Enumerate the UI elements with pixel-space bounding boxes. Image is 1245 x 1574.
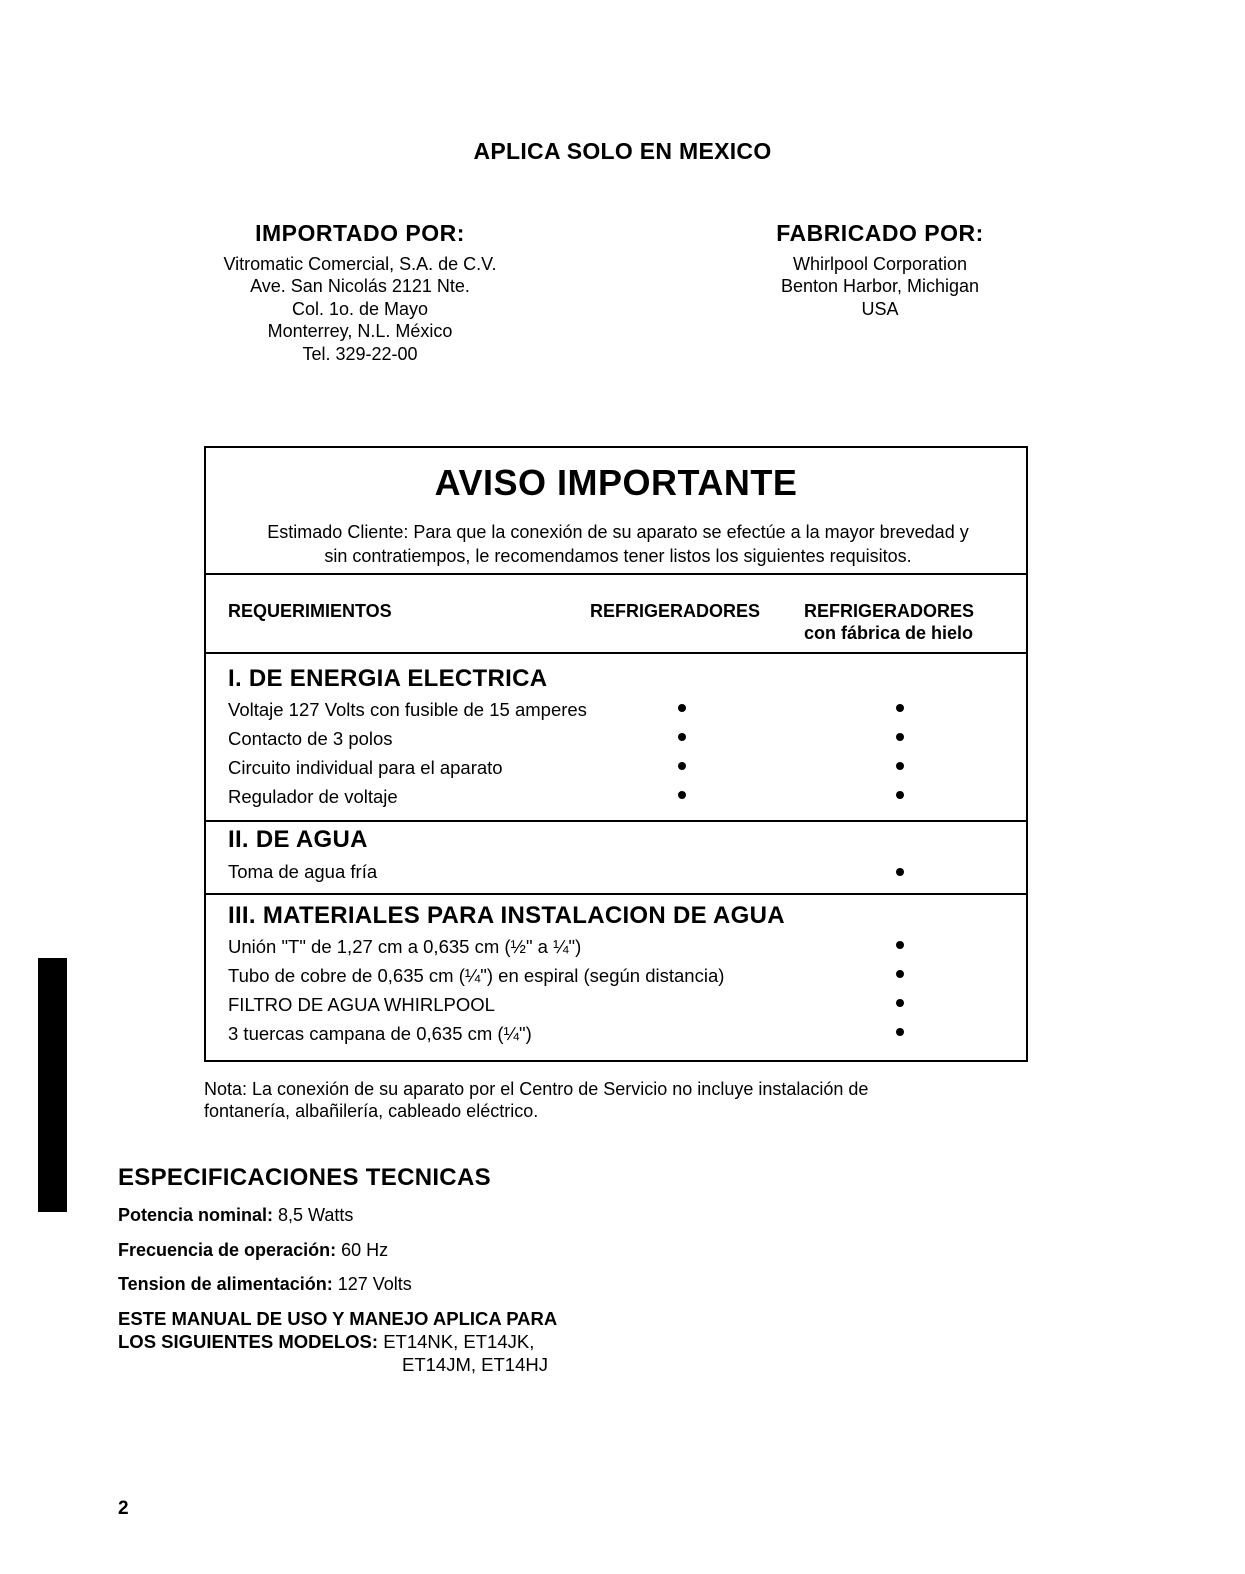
spec-value: 127 Volts — [332, 1274, 412, 1294]
section-tab-marker — [38, 958, 67, 1212]
check-dot — [896, 762, 904, 770]
manufacturer-block — [730, 222, 1030, 320]
spec-frequency — [118, 1240, 388, 1261]
importer-line: Col. 1o. de Mayo — [291, 298, 429, 319]
requirement-row: Unión "T" de 1,27 cm a 0,635 cm (½" a ¼") — [228, 936, 582, 957]
column-header-line: REFRIGERADORES — [804, 601, 975, 621]
requirement-row: Regulador de voltaje — [228, 786, 398, 807]
notice-intro-line: Estimado Cliente: Para que la conexión de su aparato se efectúe a la mayor brevedad y — [267, 522, 969, 542]
spec-value: 8,5 Watts — [273, 1205, 354, 1225]
importer-line: Vitromatic Comercial, S.A. de C.V. — [223, 253, 497, 274]
column-header-line: con fábrica de hielo — [804, 623, 974, 643]
models-line: ET14JM, ET14HJ — [402, 1354, 548, 1375]
column-header-requirements: REQUERIMIENTOS — [228, 601, 392, 621]
check-dot — [896, 733, 904, 741]
column-header-refrigerators-ice — [804, 600, 974, 644]
models-line: ESTE MANUAL DE USO Y MANEJO APLICA PARA — [118, 1308, 558, 1329]
notice-title: AVISO IMPORTANTE — [434, 462, 798, 503]
importer-line: Tel. 329-22-00 — [302, 343, 418, 364]
check-dot — [678, 733, 686, 741]
importer-title: IMPORTADO POR: — [255, 220, 465, 246]
check-dot — [678, 704, 686, 712]
models-value: ET14NK, ET14JK, — [378, 1331, 535, 1352]
manufacturer-title: FABRICADO POR: — [776, 220, 984, 246]
notice-intro-line: sin contratiempos, le recomendamos tener listos los siguientes requisitos. — [324, 546, 912, 566]
models-line — [118, 1330, 557, 1353]
section-title: I. DE ENERGIA ELECTRICA — [228, 665, 548, 692]
note-line: fontanería, albañilería, cableado eléctrico. — [204, 1101, 539, 1121]
requirement-row: 3 tuercas campana de 0,635 cm (¼") — [228, 1023, 532, 1044]
divider — [206, 573, 1026, 575]
divider — [206, 820, 1026, 822]
notice-intro — [220, 520, 1016, 568]
requirement-row: Contacto de 3 polos — [228, 728, 393, 749]
check-dot — [896, 704, 904, 712]
divider — [206, 893, 1026, 895]
check-dot — [896, 941, 904, 949]
check-dot — [896, 970, 904, 978]
check-dot — [678, 762, 686, 770]
requirement-row: Tubo de cobre de 0,635 cm (¼") en espiral (según distancia) — [228, 965, 725, 986]
check-dot — [896, 1028, 904, 1036]
manufacturer-line: USA — [861, 298, 899, 319]
models-label: LOS SIGUIENTES MODELOS: — [118, 1331, 379, 1352]
check-dot — [896, 868, 904, 876]
requirement-row: FILTRO DE AGUA WHIRLPOOL — [228, 994, 495, 1015]
specs-title: ESPECIFICACIONES TECNICAS — [118, 1164, 491, 1191]
spec-power — [118, 1205, 353, 1226]
notice-box — [204, 446, 1028, 1062]
section-title: II. DE AGUA — [228, 826, 368, 853]
page-number: 2 — [118, 1498, 129, 1519]
spec-value: 60 Hz — [336, 1240, 389, 1260]
models-block — [118, 1307, 557, 1376]
divider — [206, 652, 1026, 654]
column-header-refrigerators: REFRIGERADORES — [590, 601, 761, 621]
spec-voltage — [118, 1274, 412, 1295]
spec-label: Frecuencia de operación: — [118, 1240, 337, 1260]
importer-line: Monterrey, N.L. México — [267, 321, 453, 341]
manufacturer-line: Whirlpool Corporation — [792, 253, 968, 274]
importer-block — [185, 222, 535, 365]
page-heading: APLICA SOLO EN MEXICO — [473, 138, 772, 164]
requirement-row: Voltaje 127 Volts con fusible de 15 amperes — [228, 699, 587, 720]
spec-label: Tension de alimentación: — [118, 1274, 333, 1294]
importer-line: Ave. San Nicolás 2121 Nte. — [250, 276, 470, 296]
check-dot — [896, 999, 904, 1007]
check-dot — [896, 791, 904, 799]
check-dot — [678, 791, 686, 799]
requirement-row: Toma de agua fría — [228, 861, 378, 882]
service-note — [204, 1078, 984, 1122]
spec-label: Potencia nominal: — [118, 1205, 274, 1225]
manufacturer-line: Benton Harbor, Michigan — [780, 276, 980, 296]
section-title: III. MATERIALES PARA INSTALACION DE AGUA — [228, 902, 785, 929]
requirement-row: Circuito individual para el aparato — [228, 757, 503, 778]
note-line: Nota: La conexión de su aparato por el Centro de Servicio no incluye instalación de — [204, 1079, 869, 1099]
